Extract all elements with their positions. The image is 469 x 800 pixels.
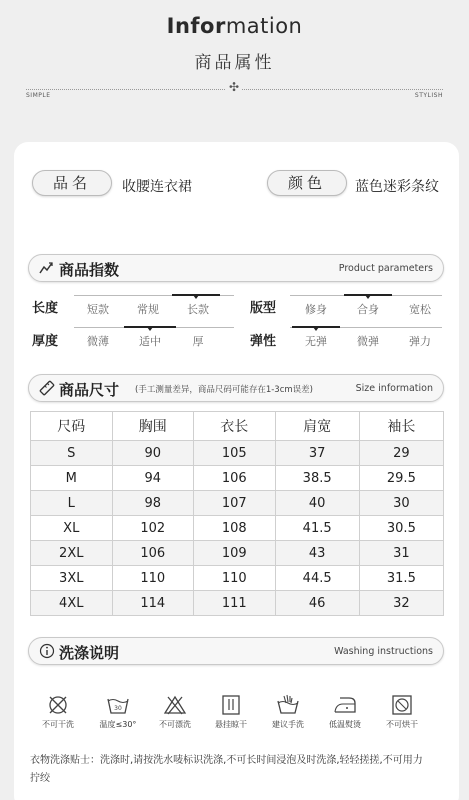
thickness-option-thick: 厚 [192, 335, 204, 348]
color-value: 蓝色迷彩条纹 [355, 179, 439, 195]
size-info-bar [28, 374, 444, 402]
cell: 41.5 [275, 516, 359, 541]
thickness-option-medium: 适中 [139, 335, 161, 348]
care-label: 温度≤30° [99, 720, 137, 729]
size-info-note: (手工测量差异，商品尺码可能存在1-3cm误差) [135, 385, 313, 395]
page-header [0, 0, 469, 130]
cell: 107 [194, 491, 276, 516]
cell: 94 [112, 466, 194, 491]
no-bleach-icon [163, 694, 187, 716]
cell: 30 [359, 491, 443, 516]
cell: 98 [112, 491, 194, 516]
cell: 31.5 [359, 566, 443, 591]
length-option-regular: 常规 [137, 303, 159, 316]
cell: 3XL [31, 566, 113, 591]
trend-icon [39, 260, 55, 276]
length-indicator [172, 294, 220, 296]
table-row [31, 566, 444, 591]
cell: 38.5 [275, 466, 359, 491]
cell: 110 [194, 566, 276, 591]
cell: 40 [275, 491, 359, 516]
cell: 108 [194, 516, 276, 541]
fit-label: 版型 [250, 301, 277, 316]
table-row [31, 441, 444, 466]
length-option-long: 长款 [187, 303, 209, 316]
elasticity-indicator [292, 326, 340, 328]
ruler-icon [39, 380, 55, 396]
care-label: 建议手洗 [272, 720, 304, 729]
care-no-dry-clean [30, 694, 86, 730]
cell: 90 [112, 441, 194, 466]
table-row [31, 541, 444, 566]
product-index-title: 商品指数 [59, 261, 120, 279]
table-row [31, 591, 444, 616]
thickness-indicator [124, 326, 176, 328]
care-label: 不可干洗 [42, 720, 74, 729]
cell: L [31, 491, 113, 516]
cell: 31 [359, 541, 443, 566]
care-no-tumble-dry [374, 694, 430, 730]
no-dry-clean-icon [46, 694, 70, 716]
cell: XL [31, 516, 113, 541]
cell: 2XL [31, 541, 113, 566]
care-hand-wash [260, 694, 316, 730]
care-label: 悬挂晾干 [215, 720, 247, 729]
table-row [31, 466, 444, 491]
fit-option-regular: 合身 [357, 303, 379, 316]
size-info-en: Size information [355, 383, 433, 394]
table-row [31, 516, 444, 541]
cell: 43 [275, 541, 359, 566]
hand-wash-icon [276, 694, 300, 716]
no-tumble-dry-icon [390, 694, 414, 716]
length-label: 长度 [32, 301, 59, 316]
cell: S [31, 441, 113, 466]
header-size: 尺码 [31, 412, 113, 441]
fit-indicator [344, 294, 392, 296]
product-index-en: Product parameters [338, 263, 433, 274]
product-attributes-title: 商品属性 [194, 53, 275, 73]
header-shoulder: 肩宽 [275, 412, 359, 441]
size-table-header [31, 412, 444, 441]
care-label: 不可漂洗 [159, 720, 191, 729]
header-chest: 胸围 [112, 412, 194, 441]
elasticity-option-stretch: 弹力 [409, 335, 431, 348]
wash-30-icon [106, 694, 130, 716]
fit-option-loose: 宽松 [409, 303, 431, 316]
thickness-option-thin: 微薄 [87, 335, 109, 348]
elasticity-label: 弹性 [250, 334, 277, 349]
info-icon [39, 643, 55, 659]
care-hang-dry [203, 694, 259, 730]
cell: 114 [112, 591, 194, 616]
stylish-tag: STYLISH [414, 92, 443, 99]
cell: 106 [112, 541, 194, 566]
header-length: 衣长 [194, 412, 276, 441]
care-low-iron [317, 694, 373, 730]
cell: 106 [194, 466, 276, 491]
cell: 4XL [31, 591, 113, 616]
length-option-short: 短款 [87, 303, 109, 316]
thickness-label: 厚度 [32, 334, 59, 349]
svg-text:30: 30 [114, 705, 122, 712]
washing-en: Washing instructions [334, 646, 433, 657]
cell: 37 [275, 441, 359, 466]
care-no-bleach [147, 694, 203, 730]
washing-tip: 衣物洗涤贴士：洗涤时,请按洗水唛标识洗涤,不可长时间浸泡及时洗涤,轻轻搓搓,不可用力拧绞 [30, 755, 423, 784]
cross-icon: ✣ [226, 80, 242, 94]
cell: 30.5 [359, 516, 443, 541]
care-label: 低温熨烫 [329, 720, 361, 729]
cell: 111 [194, 591, 276, 616]
cell: 32 [359, 591, 443, 616]
information-title: Information [166, 14, 303, 38]
product-name-label: 品名 [32, 170, 112, 196]
hang-dry-icon [219, 694, 243, 716]
size-table [30, 411, 444, 616]
cell: 105 [194, 441, 276, 466]
washing-title: 洗涤说明 [59, 644, 120, 662]
washing-bar [28, 637, 444, 665]
care-wash-30 [90, 694, 146, 730]
cell: 29 [359, 441, 443, 466]
size-info-title: 商品尺寸 [59, 381, 120, 399]
product-index-bar [28, 254, 444, 282]
elasticity-option-slight: 微弹 [357, 335, 379, 348]
low-iron-icon [333, 694, 357, 716]
elasticity-option-none: 无弹 [305, 335, 327, 348]
cell: 109 [194, 541, 276, 566]
care-label: 不可烘干 [386, 720, 418, 729]
product-name-value: 收腰连衣裙 [122, 179, 192, 195]
cell: M [31, 466, 113, 491]
cell: 110 [112, 566, 194, 591]
table-row [31, 491, 444, 516]
cell: 44.5 [275, 566, 359, 591]
fit-option-slim: 修身 [305, 303, 327, 316]
cell: 46 [275, 591, 359, 616]
simple-tag: SIMPLE [26, 92, 51, 99]
color-label: 颜色 [267, 170, 347, 196]
header-sleeve: 袖长 [359, 412, 443, 441]
cell: 102 [112, 516, 194, 541]
cell: 29.5 [359, 466, 443, 491]
